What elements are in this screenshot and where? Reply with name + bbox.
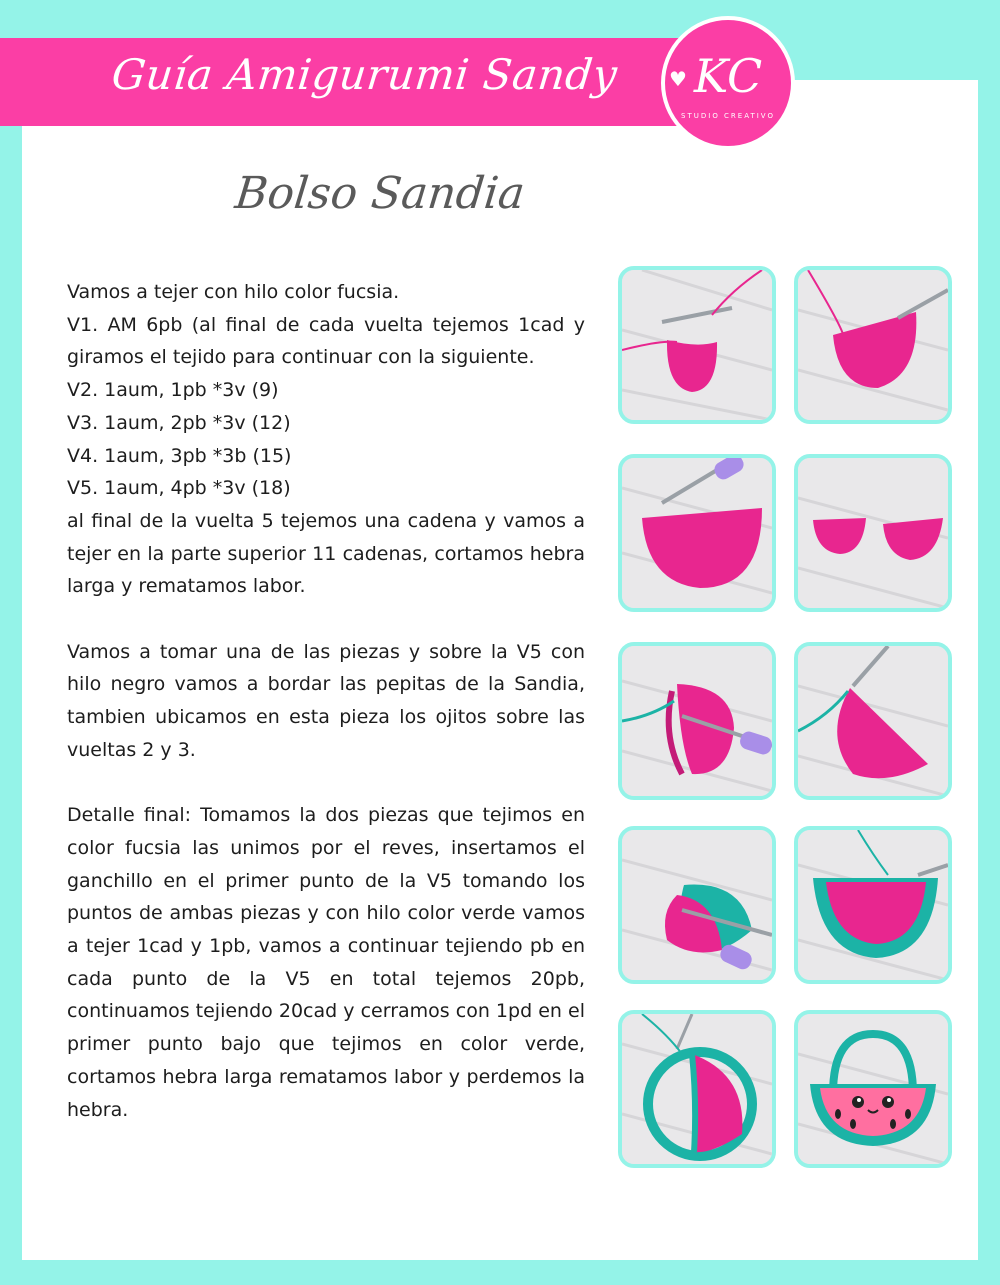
brand-logo: [661, 16, 795, 150]
photo-step-10-image: [798, 1014, 948, 1164]
header-title: Guía Amigurumi Sandy: [109, 50, 620, 99]
heart-icon: ♥: [669, 67, 687, 91]
round-3: V3. 1aum, 2pb *3v (12): [67, 411, 291, 434]
photo-step-7: [618, 826, 776, 984]
photo-step-8-image: [798, 830, 948, 980]
page-title: Bolso Sandia: [232, 168, 528, 219]
photo-step-1-image: [622, 270, 772, 420]
photo-step-8: [794, 826, 952, 984]
paragraph-embroidery: Vamos a tomar una de las piezas y sobre la V5 con hilo negro vamos a bordar las pepitas de la Sandia, tambien ubicamos en esta pieza los ojitos sobre las vueltas 2 y 3.: [67, 640, 585, 761]
photo-step-5: [618, 642, 776, 800]
round-4: V4. 1aum, 3pb *3b (15): [67, 444, 292, 467]
round-2: V2. 1aum, 1pb *3v (9): [67, 379, 279, 402]
photo-step-2-image: [798, 270, 948, 420]
round-5: V5. 1aum, 4pb *3v (18): [67, 477, 291, 500]
paragraph-intro: Vamos a tejer con hilo color fucsia.: [67, 281, 400, 303]
photo-step-4: [794, 454, 952, 612]
photo-step-4-image: [798, 458, 948, 608]
photo-step-3-image: [622, 458, 772, 608]
logo-initials: KC: [693, 49, 763, 103]
photo-step-10: [794, 1010, 952, 1168]
paragraph-final-detail: Detalle final: Tomamos la dos piezas que tejimos en color fucsia las unimos por el reves, insertamos el ganchillo en el primer punto de la V5 tomando los puntos de ambas piezas y con hilo color verde vamos a tejer 1cad y 1pb, vamos a continuar tejiendo pb en cada punto de la V5 en total tejemos 20pb, continuamos tejiendo 20cad y cerramos con 1pd en el primer punto bajo que tejimos en color verde, cortamos hebra larga rematamos labor y perdemos la hebra.: [67, 804, 585, 1121]
logo-subtitle: STUDIO CREATIVO: [681, 112, 775, 120]
round-1: V1. AM 6pb (al final de cada vuelta tejemos 1cad y giramos el tejido para continuar con la siguiente.: [67, 313, 585, 369]
photo-step-9-image: [622, 1014, 772, 1164]
photo-step-6: [794, 642, 952, 800]
round-5-finish: al final de la vuelta 5 tejemos una cadena y vamos a tejer en la parte superior 11 cadenas, cortamos hebra larga y rematamos labor.: [67, 509, 585, 598]
photo-step-7-image: [622, 830, 772, 980]
photo-step-2: [794, 266, 952, 424]
photo-step-9: [618, 1010, 776, 1168]
photo-step-5-image: [622, 646, 772, 796]
photo-step-3: [618, 454, 776, 612]
instructions: [67, 276, 585, 1126]
photo-step-6-image: [798, 646, 948, 796]
photo-step-1: [618, 266, 776, 424]
